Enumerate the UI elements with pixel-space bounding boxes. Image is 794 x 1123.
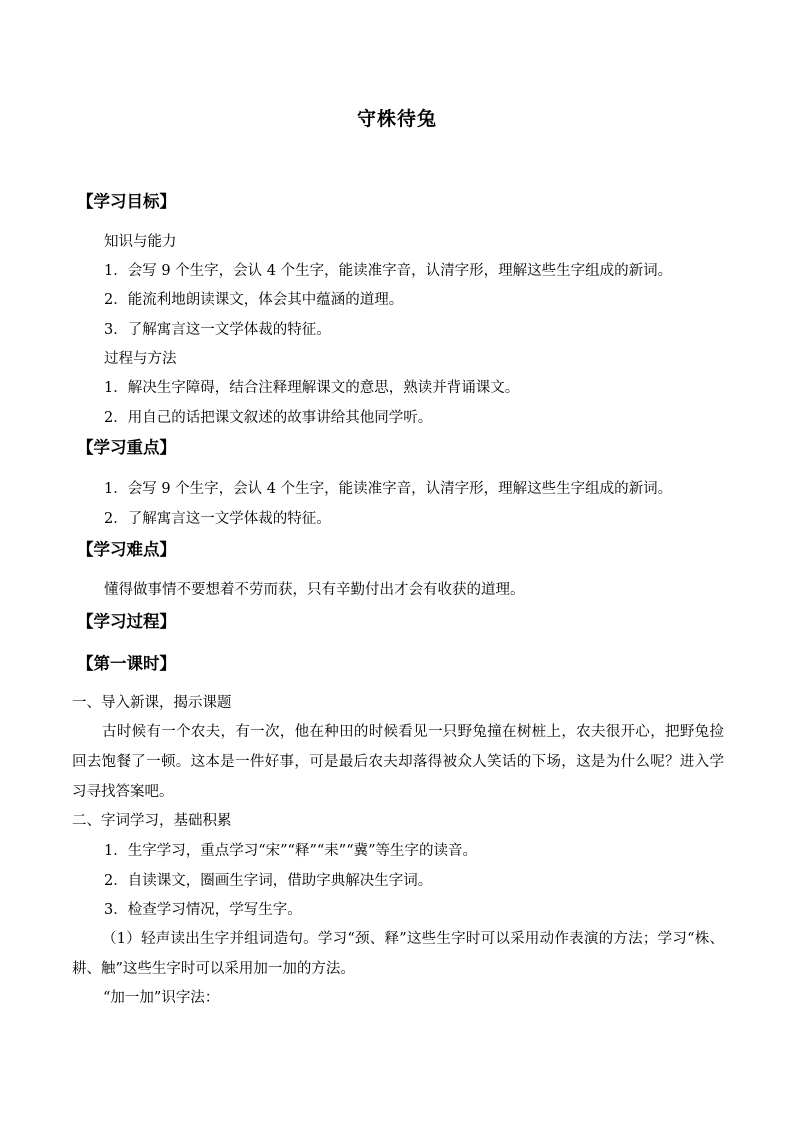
goals-heading: 【学习目标】: [77, 192, 176, 211]
goals-item: 2．用自己的话把课文叙述的故事讲给其他同学听。: [104, 410, 433, 426]
lesson1-step: 2．自读课文，圈画生字词，借助字典解决生字词。: [104, 873, 433, 889]
lesson1-step: 1．生字学习，重点学习“宋”“释”“耒”“冀”等生字的读音。: [104, 843, 478, 859]
key-points-heading: 【学习重点】: [77, 438, 176, 457]
difficulties-heading: 【学习难点】: [77, 540, 176, 559]
goals-item: 1．会写 9 个生字，会认 4 个生字，能读准字音，认清字形，理解这些生字组成的新词。: [104, 263, 673, 279]
document-title: 守株待兔: [356, 108, 437, 130]
lesson1-heading: 【第一课时】: [77, 654, 176, 673]
lesson1-section-words: 二、字词学习，基础积累: [72, 813, 232, 829]
lesson1-section-intro: 一、导入新课，揭示课题: [72, 695, 232, 711]
lesson1-add-method: “加一加”识字法：: [103, 990, 220, 1006]
key-points-item: 2．了解寓言这一文学体裁的特征。: [104, 511, 331, 527]
lesson1-method-paragraph: （1）轻声读出生字并组词造句。学习“颈、释”这些生字时可以采用动作表演的方法；学习“株、耕、触”这些生字时可以采用加一加的方法。: [72, 931, 724, 977]
difficulties-text: 懂得做事情不要想着不劳而获，只有辛勤付出才会有收获的道理。: [104, 582, 525, 598]
process-heading: 【学习过程】: [77, 612, 176, 631]
goals-subheading-process: 过程与方法: [104, 351, 177, 367]
lesson1-intro-paragraph: 古时候有一个农夫，有一次，他在种田的时候看见一只野兔撞在树桩上，农夫很开心，把野兔捡回去饱餐了一顿。这本是一件好事，可是最后农夫却落得被众人笑话的下场，这是为什么呢？进入学习寻找答案吧。: [72, 724, 724, 800]
goals-item: 1．解决生字障碍，结合注释理解课文的意思，熟读并背诵课文。: [104, 380, 520, 396]
lesson1-step: 3．检查学习情况，学写生字。: [104, 902, 302, 918]
key-points-item: 1．会写 9 个生字，会认 4 个生字，能读准字音，认清字形，理解这些生字组成的新词。: [104, 481, 673, 497]
goals-subheading-knowledge: 知识与能力: [104, 234, 177, 250]
goals-item: 2．能流利地朗读课文，体会其中蕴涵的道理。: [104, 292, 404, 308]
goals-item: 3．了解寓言这一文学体裁的特征。: [104, 322, 331, 338]
